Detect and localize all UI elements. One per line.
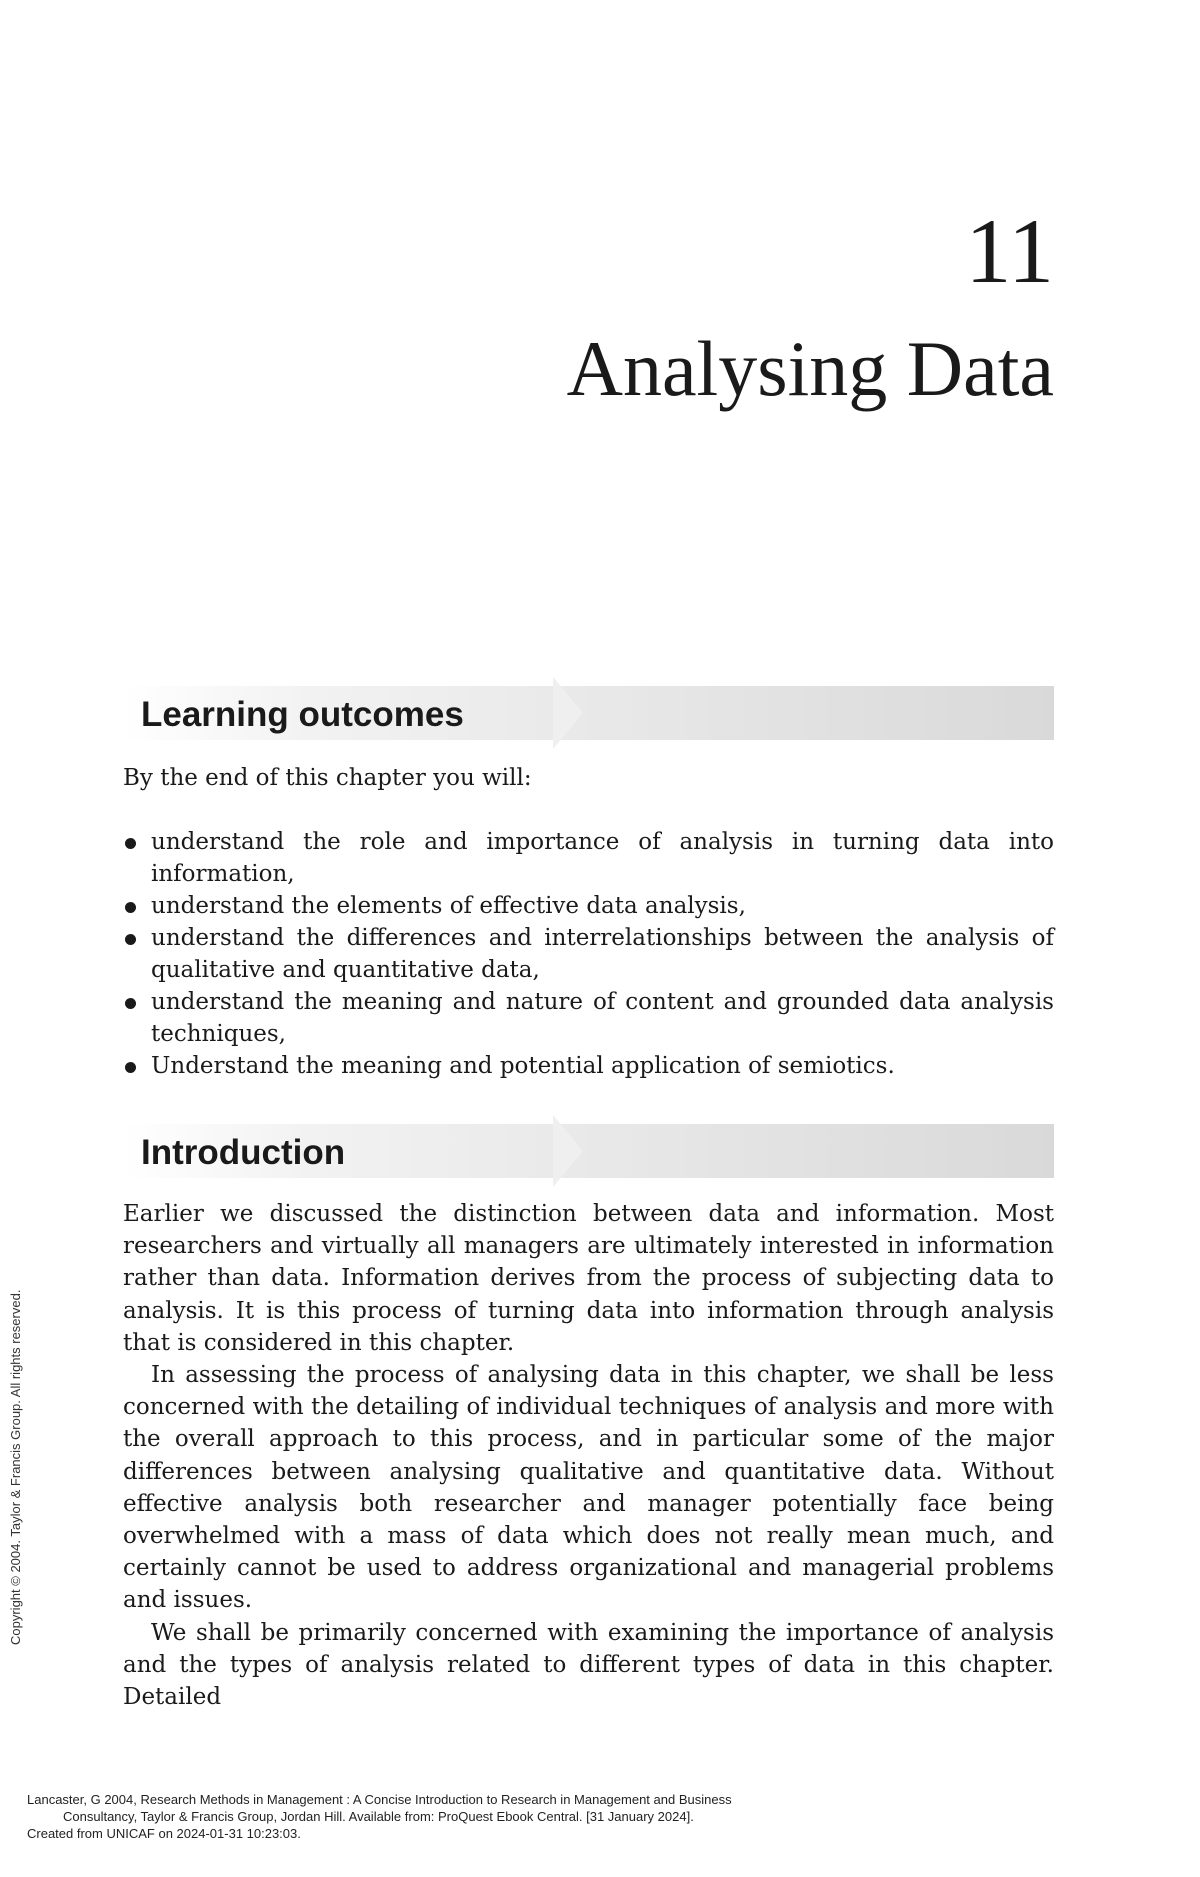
bullet-icon [125,1062,136,1073]
learning-outcomes-header [123,686,1054,740]
list-item-text: understand the elements of effective data analysis, [151,893,746,919]
chapter-title: Analysing Data [566,325,1054,412]
list-item [123,986,1054,1050]
introduction-header [123,1124,1054,1178]
footer-line-2: Consultancy, Taylor & Francis Group, Jordan Hill. Available from: ProQuest Ebook Central. [31 January 2024]. [63,1809,694,1824]
citation-footer [27,1791,1177,1842]
paragraph: Earlier we discussed the distinction between data and information. Most researchers and virtually all managers are ultimately interested in information rather than data. Information derives from the process of subjecting data to analysis. It is this process of turning data into information through analysis that is considered in this chapter. [123,1201,1054,1356]
arrow-decoration-icon [553,1115,583,1187]
paragraph: We shall be primarily concerned with examining the importance of analysis and the types of analysis related to different types of data in this chapter. Detailed [123,1619,1054,1711]
learning-outcomes-heading: Learning outcomes [141,695,464,734]
list-item [123,890,1054,922]
bullet-icon [125,838,136,849]
side-copyright-notice: Copyright © 2004. Taylor & Francis Group. All rights reserved. [8,1289,23,1645]
list-item [123,922,1054,986]
footer-line-3: Created from UNICAF on 2024-01-31 10:23:03. [27,1826,301,1841]
list-item [123,826,1054,890]
learning-outcomes-list [123,826,1054,1082]
bullet-icon [125,902,136,913]
arrow-decoration-icon [553,677,583,749]
list-item-text: understand the role and importance of analysis in turning data into information, [151,829,1054,887]
learning-outcomes-lead: By the end of this chapter you will: [123,765,532,791]
list-item-text: understand the meaning and nature of content and grounded data analysis techniques, [151,989,1054,1047]
list-item-text: understand the differences and interrelationships between the analysis of qualitative and quantitative data, [151,925,1054,983]
introduction-body [123,1198,1054,1713]
list-item [123,1050,1054,1082]
bullet-icon [125,934,136,945]
chapter-number: 11 [965,200,1054,302]
list-item-text: Understand the meaning and potential application of semiotics. [151,1053,895,1079]
introduction-heading: Introduction [141,1133,346,1172]
paragraph: In assessing the process of analysing data in this chapter, we shall be less concerned with the detailing of individual techniques of analysis and more with the overall approach to this process, and in particular some of the major differences between analysing qualitative and quantitative data. Without effective analysis both researcher and manager potentially face being overwhelmed with a mass of data which does not really mean much, and certainly cannot be used to address organizational and managerial problems and issues. [123,1362,1054,1614]
footer-line-1: Lancaster, G 2004, Research Methods in Management : A Concise Introduction to Research in Management and Business [27,1792,732,1807]
bullet-icon [125,998,136,1009]
